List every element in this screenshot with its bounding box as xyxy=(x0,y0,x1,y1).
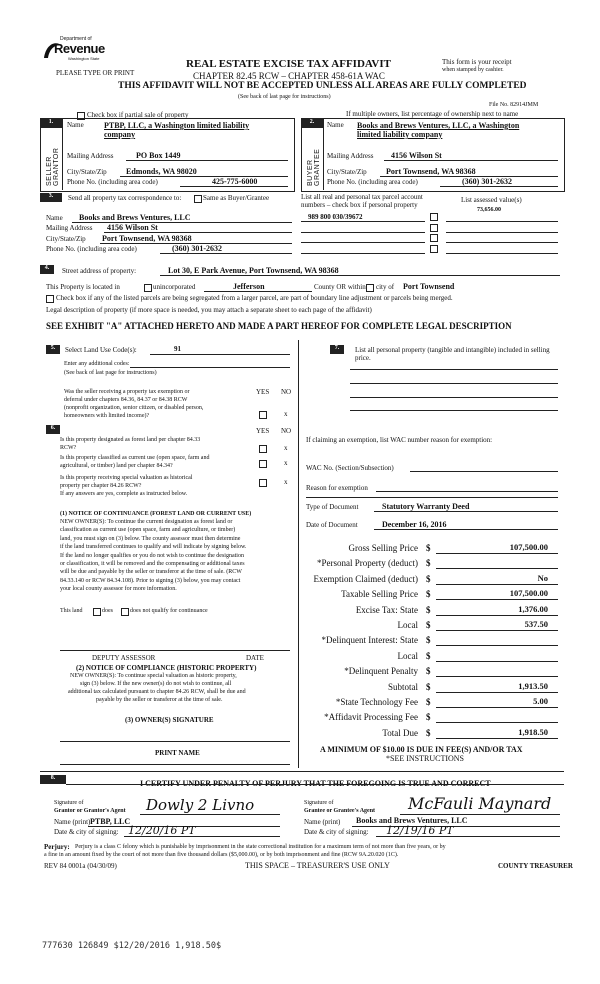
forest-question-2: RCW? xyxy=(60,445,77,451)
section-2-number: 2. xyxy=(301,119,323,128)
seller-side-label: SELLER GRANTOR xyxy=(46,147,60,186)
current-use-question-2: agricultural, or timber) land per chapter 84.34? xyxy=(60,463,173,469)
forest-yes-checkbox[interactable] xyxy=(259,445,267,453)
forest-no-mark[interactable]: x xyxy=(284,444,288,452)
calc-value: 537.50 xyxy=(524,619,548,629)
notice-compliance-line: payable by the seller or transferor at the time of sale. xyxy=(96,697,223,703)
print-name-label: PRINT NAME xyxy=(155,749,200,757)
current-use-yes-checkbox[interactable] xyxy=(259,460,267,468)
exemption-question-2: deferral under chapters 84.36, 84.37 or 84.38 RCW xyxy=(64,397,188,403)
form-title: REAL ESTATE EXCISE TAX AFFIDAVIT xyxy=(186,58,391,70)
correspondence-mailing: 4156 Wilson St xyxy=(107,223,158,232)
assessor-date-label: DATE xyxy=(246,654,264,662)
buyer-name-1: Books and Brews Ventures, LLC, a Washington xyxy=(357,121,520,130)
grantor-name: PTBP, LLC xyxy=(90,817,131,826)
calc-currency: $ xyxy=(426,666,431,677)
partial-sale-label: Check box if partial sale of property xyxy=(87,111,189,119)
calc-currency: $ xyxy=(426,604,431,615)
correspondence-phone-label: Phone No. (including area code) xyxy=(46,245,137,253)
calc-label: *State Technology Fee xyxy=(335,697,418,707)
exemption-question-3: (nonprofit organization, senior citizen, or disabled person, xyxy=(64,405,204,411)
section-6-number: 6. xyxy=(46,425,60,434)
grantee-sig-label-2: Grantee or Grantee's Agent xyxy=(304,808,376,814)
county-label: County OR within xyxy=(314,283,366,291)
buyer-name-label: Name xyxy=(327,121,344,129)
grantor-sig-label-1: Signature of xyxy=(54,800,84,806)
correspondence-name: Books and Brews Ventures, LLC xyxy=(79,213,191,222)
historic-no-mark[interactable]: x xyxy=(284,478,288,486)
same-as-buyer-checkbox[interactable] xyxy=(194,195,202,203)
additional-codes-label: Enter any additional codes: xyxy=(64,361,130,367)
notice-compliance-title: (2) NOTICE OF COMPLIANCE (HISTORIC PROPERTY) xyxy=(76,664,257,672)
segregated-checkbox[interactable] xyxy=(46,295,54,303)
calc-currency: $ xyxy=(426,727,431,738)
buyer-city-label: City/State/Zip xyxy=(327,168,367,176)
buyer-phone: (360) 301-2632 xyxy=(462,177,512,186)
unincorporated-label: unincorporated xyxy=(153,283,196,291)
grantee-name-label: Name (print) xyxy=(304,818,341,826)
calc-currency: $ xyxy=(426,681,431,692)
this-land-label: This land xyxy=(60,608,83,614)
section-4-number: 4. xyxy=(40,265,54,274)
grantee-sig-label-1: Signature of xyxy=(304,800,334,806)
calc-currency: $ xyxy=(426,635,431,646)
calc-currency: $ xyxy=(426,697,431,707)
calc-currency: $ xyxy=(426,650,431,661)
seller-name-label: Name xyxy=(67,121,84,129)
calc-label: *Affidavit Processing Fee xyxy=(324,712,418,723)
doc-date-label: Date of Document xyxy=(306,521,358,529)
same-as-buyer-label: Same as Buyer/Grantee xyxy=(203,194,270,202)
wac-label: WAC No. (Section/Subsection) xyxy=(306,464,394,472)
current-use-no-mark[interactable]: x xyxy=(284,459,288,467)
parcel-personal-checkbox-3[interactable] xyxy=(430,234,438,242)
grantor-date-label: Date & city of signing: xyxy=(54,828,119,836)
calc-label: Excise Tax: State xyxy=(355,604,418,615)
section-8-number: 8. xyxy=(40,775,66,784)
calc-value: 1,918.50 xyxy=(518,726,548,737)
assessed-header: List assessed value(s) xyxy=(461,196,522,204)
parcel-personal-checkbox-4[interactable] xyxy=(430,245,438,253)
grantee-name: Books and Brews Ventures, LLC xyxy=(356,816,468,825)
calc-value: 107,500.00 xyxy=(509,588,548,599)
calc-label: *Delinquent Interest: State xyxy=(321,635,418,646)
buyer-phone-label: Phone No. (including area code) xyxy=(327,178,418,186)
buyer-city: Port Townsend, WA 98368 xyxy=(386,167,476,176)
calc-label: Taxable Selling Price xyxy=(341,589,418,600)
logo-sub: Washington State xyxy=(68,56,100,61)
city-name: Port Townsend xyxy=(403,282,455,291)
notice-continuance-line: classification as current use (open space, farm and agriculture, or timber) xyxy=(60,527,236,534)
cashier-stamp: 777630 126849 $12/20/2016 1,918.50$ xyxy=(42,941,222,951)
calc-currency: $ xyxy=(426,558,431,569)
exemption-question-1: Was the seller receiving a property tax exemption or xyxy=(64,389,190,395)
logo-main: Revenue xyxy=(54,41,105,56)
buyer-mailing-label: Mailing Address xyxy=(327,152,374,160)
calc-value: 1,913.50 xyxy=(518,680,548,691)
notice-continuance-line: land, you must sign on (3) below. The county assessor must then determine xyxy=(60,535,241,542)
located-label: This Property is located in xyxy=(46,283,120,291)
seller-city: Edmonds, WA 98020 xyxy=(126,167,197,176)
parcel-personal-checkbox-1[interactable] xyxy=(430,213,438,221)
parcel-number: 989 800 030/39672 xyxy=(308,213,363,221)
correspondence-city: Port Townsend, WA 98368 xyxy=(102,234,192,243)
agency-logo xyxy=(40,36,105,64)
notice-compliance-line: additional tax calculated pursuant to chapter 84.26 RCW, shall be due and xyxy=(68,689,246,695)
calc-currency: $ xyxy=(426,589,431,600)
section-7-number: 7. xyxy=(330,345,344,354)
street-address: Lot 30, E Park Avenue, Port Townsend, WA 98368 xyxy=(168,266,339,275)
minimum-due-note: A MINIMUM OF $10.00 IS DUE IN FEE(S) AND/OR TAX xyxy=(320,745,523,754)
perjury-text-2: a fine in an amount fixed by the court of not more than five thousand dollars ($5,000.00), or by both imprisonment and fine (RCW 9A.20.020 (1C). xyxy=(44,852,399,858)
notice-continuance-line: if the land transferred continues to qualify and will indicate by signing below. xyxy=(60,544,247,551)
certify-statement: I CERTIFY UNDER PENALTY OF PERJURY THAT THE FOREGOING IS TRUE AND CORRECT xyxy=(140,779,491,788)
does-not-qualify-checkbox[interactable] xyxy=(121,608,129,616)
grantor-name-label: Name (print) xyxy=(54,818,91,826)
see-instructions-note: *SEE INSTRUCTIONS xyxy=(386,754,465,763)
doc-date: December 16, 2016 xyxy=(382,520,447,529)
notice-continuance-title: (1) NOTICE OF CONTINUANCE (FOREST LAND OR CURRENT USE) xyxy=(60,511,252,517)
receipt-note-1: This form is your receipt xyxy=(442,58,512,66)
grantee-signature: McFauli Maynard xyxy=(408,794,552,813)
current-use-question-1: Is this property classified as current use (open space, farm and xyxy=(60,455,210,461)
correspondence-phone: (360) 301-2632 xyxy=(172,244,222,253)
personal-property-label-1: List all personal property (tangible and intangible) included in selling xyxy=(355,346,550,354)
does-label: does xyxy=(102,608,113,614)
section-3-number: 3. xyxy=(40,193,62,202)
calc-label: *Delinquent Penalty xyxy=(344,666,418,677)
calc-value: 107,500.00 xyxy=(509,542,548,552)
calc-currency: $ xyxy=(426,620,431,630)
type-or-print: PLEASE TYPE OR PRINT xyxy=(56,69,135,77)
correspondence-name-label: Name xyxy=(46,214,63,222)
does-not-label: does not qualify for continuance xyxy=(130,608,208,614)
deputy-assessor-label: DEPUTY ASSESSOR xyxy=(92,654,156,662)
buyer-side-label: BUYER GRANTEE xyxy=(307,148,321,186)
form-revision: REV 84 0001a (04/30/09) xyxy=(44,862,117,870)
logo-top: Department of xyxy=(60,36,92,42)
land-use-code: 91 xyxy=(174,345,181,353)
notice-compliance-line: NEW OWNER(S): To continue special valuation as historic property, xyxy=(70,673,237,679)
parcel-personal-checkbox-2[interactable] xyxy=(430,224,438,232)
personal-property-label-2: price. xyxy=(355,354,371,362)
calc-label: Local xyxy=(397,620,418,630)
receipt-note-2: when stamped by cashier. xyxy=(442,67,504,73)
calc-currency: $ xyxy=(426,712,431,723)
grantor-signature: Dowly 2 Livno xyxy=(146,796,255,814)
multiple-owners-note: If multiple owners, list percentage of ownership next to name xyxy=(346,110,519,118)
calc-value: 5.00 xyxy=(533,696,548,706)
perjury-text-1: Perjury is a class C felony which is punishable by imprisonment in the state correctional institution for a maximum term of not more than five years, or by xyxy=(75,844,446,850)
buyer-name-2: limited liability company xyxy=(357,130,443,139)
notice-continuance-line: NEW OWNER(S): To continue the current designation as forest land or xyxy=(60,519,233,525)
exemption-yes-checkbox[interactable] xyxy=(259,411,267,419)
notice-continuance-line: will be due and payable by the seller or transferor at the time of sale. (RCW xyxy=(60,569,242,576)
seller-name-2: company xyxy=(104,130,136,139)
form-chapter: CHAPTER 82.45 RCW – CHAPTER 458-61A WAC xyxy=(193,71,385,81)
city-of-label: city of xyxy=(376,283,395,291)
calc-value: No xyxy=(537,572,548,583)
doc-type-label: Type of Document xyxy=(306,503,359,511)
calc-label: *Personal Property (deduct) xyxy=(317,558,418,569)
section6-no-header: NO xyxy=(281,427,292,435)
section5-yes-header: YES xyxy=(256,388,270,396)
forest-question-1: Is this property designated as forest land per chapter 84.33 xyxy=(60,437,201,443)
calc-currency: $ xyxy=(426,573,431,584)
calc-value: 1,376.00 xyxy=(518,603,548,614)
grantee-date-label: Date & city of signing: xyxy=(304,828,369,836)
assessed-value: 73,656.00 xyxy=(477,207,501,213)
seller-phone-label: Phone No. (including area code) xyxy=(67,178,158,186)
legal-description-label: Legal description of property (if more space is needed, you may attach a separate sheet to each page of the affidavit) xyxy=(46,306,372,314)
reason-label: Reason for exemption xyxy=(306,484,368,492)
notice-compliance-line: sign (3) below. If the new owner(s) do not wish to continue, all xyxy=(80,681,232,687)
calc-currency: $ xyxy=(426,543,431,553)
seller-name-1: PTBP, LLC, a Washington limited liability xyxy=(104,121,250,130)
county-name: Jefferson xyxy=(233,282,265,291)
grantor-sig-label-2: Grantor or Grantor's Agent xyxy=(54,808,126,814)
doc-type: Statutory Warranty Deed xyxy=(382,502,470,511)
notice-continuance-line: 84.33.140 or RCW 84.34.108). Prior to signing (3) below, you may contact xyxy=(60,577,241,584)
calc-label: Gross Selling Price xyxy=(348,543,418,553)
send-correspondence-label: Send all property tax correspondence to: xyxy=(68,194,182,202)
historic-question-1: Is this property receiving special valuation as historical xyxy=(60,475,193,481)
correspondence-mailing-label: Mailing Address xyxy=(46,224,93,232)
section5-no-header: NO xyxy=(281,388,292,396)
additional-codes-note: (See back of last page for instructions) xyxy=(64,370,157,376)
correspondence-city-label: City/State/Zip xyxy=(46,235,86,243)
historic-yes-checkbox[interactable] xyxy=(259,479,267,487)
seller-phone: 425-775-6000 xyxy=(212,177,258,186)
section6-yes-header: YES xyxy=(256,427,270,435)
parcel-header-2: numbers – check box if personal property xyxy=(301,201,418,209)
land-use-label: Select Land Use Code(s): xyxy=(65,346,137,354)
city-of-checkbox[interactable] xyxy=(366,284,374,292)
buyer-mailing: 4156 Wilson St xyxy=(391,151,442,160)
grantee-date: 12/19/16 PT xyxy=(386,824,454,837)
unincorporated-checkbox[interactable] xyxy=(144,284,152,292)
notice-continuance-line: or classification, it will be removed and the compensating or additional taxes xyxy=(60,561,245,567)
treasurer-use-only: THIS SPACE – TREASURER'S USE ONLY xyxy=(245,861,390,870)
parcel-header-1: List all real and personal tax parcel account xyxy=(301,193,423,201)
street-label: Street address of property: xyxy=(62,267,137,275)
county-treasurer-label: COUNTY TREASURER xyxy=(498,862,573,870)
calc-label: Exemption Claimed (deduct) xyxy=(313,573,418,584)
grantor-date: 12/20/16 PT xyxy=(128,824,196,837)
calc-label: Subtotal xyxy=(387,681,418,692)
calc-label: Total Due xyxy=(382,727,418,738)
exemption-claim-label: If claiming an exemption, list WAC number reason for exemption: xyxy=(306,436,493,444)
see-back-note: (See back of last page for instructions) xyxy=(238,94,331,100)
historic-question-3: If any answers are yes, complete as instructed below. xyxy=(60,491,188,497)
seller-mailing-label: Mailing Address xyxy=(67,152,114,160)
exemption-no-mark[interactable]: x xyxy=(284,410,288,418)
perjury-label: Perjury: xyxy=(44,843,70,851)
exemption-question-4: homeowners with limited income)? xyxy=(64,413,150,419)
seller-city-label: City/State/Zip xyxy=(67,168,107,176)
notice-continuance-line: your local county assessor for more information. xyxy=(60,586,177,593)
exhibit-reference: SEE EXHIBIT "A" ATTACHED HERETO AND MADE A PART HEREOF FOR COMPLETE LEGAL DESCRIPTION xyxy=(46,321,512,331)
does-qualify-checkbox[interactable] xyxy=(93,608,101,616)
segregated-label: Check box if any of the listed parcels are being segregated from a larger parcel, are part of boundary line adjustment or parcels being merged. xyxy=(56,294,453,302)
form-warning: THIS AFFIDAVIT WILL NOT BE ACCEPTED UNLESS ALL AREAS ARE FULLY COMPLETED xyxy=(118,81,527,91)
section-5-number: 5. xyxy=(46,345,60,354)
calc-label: Local xyxy=(397,650,418,661)
section-1-number: 1. xyxy=(40,119,62,128)
historic-question-2: property per chapter 84.26 RCW? xyxy=(60,483,142,489)
seller-mailing: PO Box 1449 xyxy=(136,151,181,160)
file-number: File No. 82914JMM xyxy=(489,102,539,108)
owner-signature-label: (3) OWNER(S) SIGNATURE xyxy=(125,716,214,724)
notice-continuance-line: If the land no longer qualifies or you do not wish to continue the designation xyxy=(60,552,244,559)
